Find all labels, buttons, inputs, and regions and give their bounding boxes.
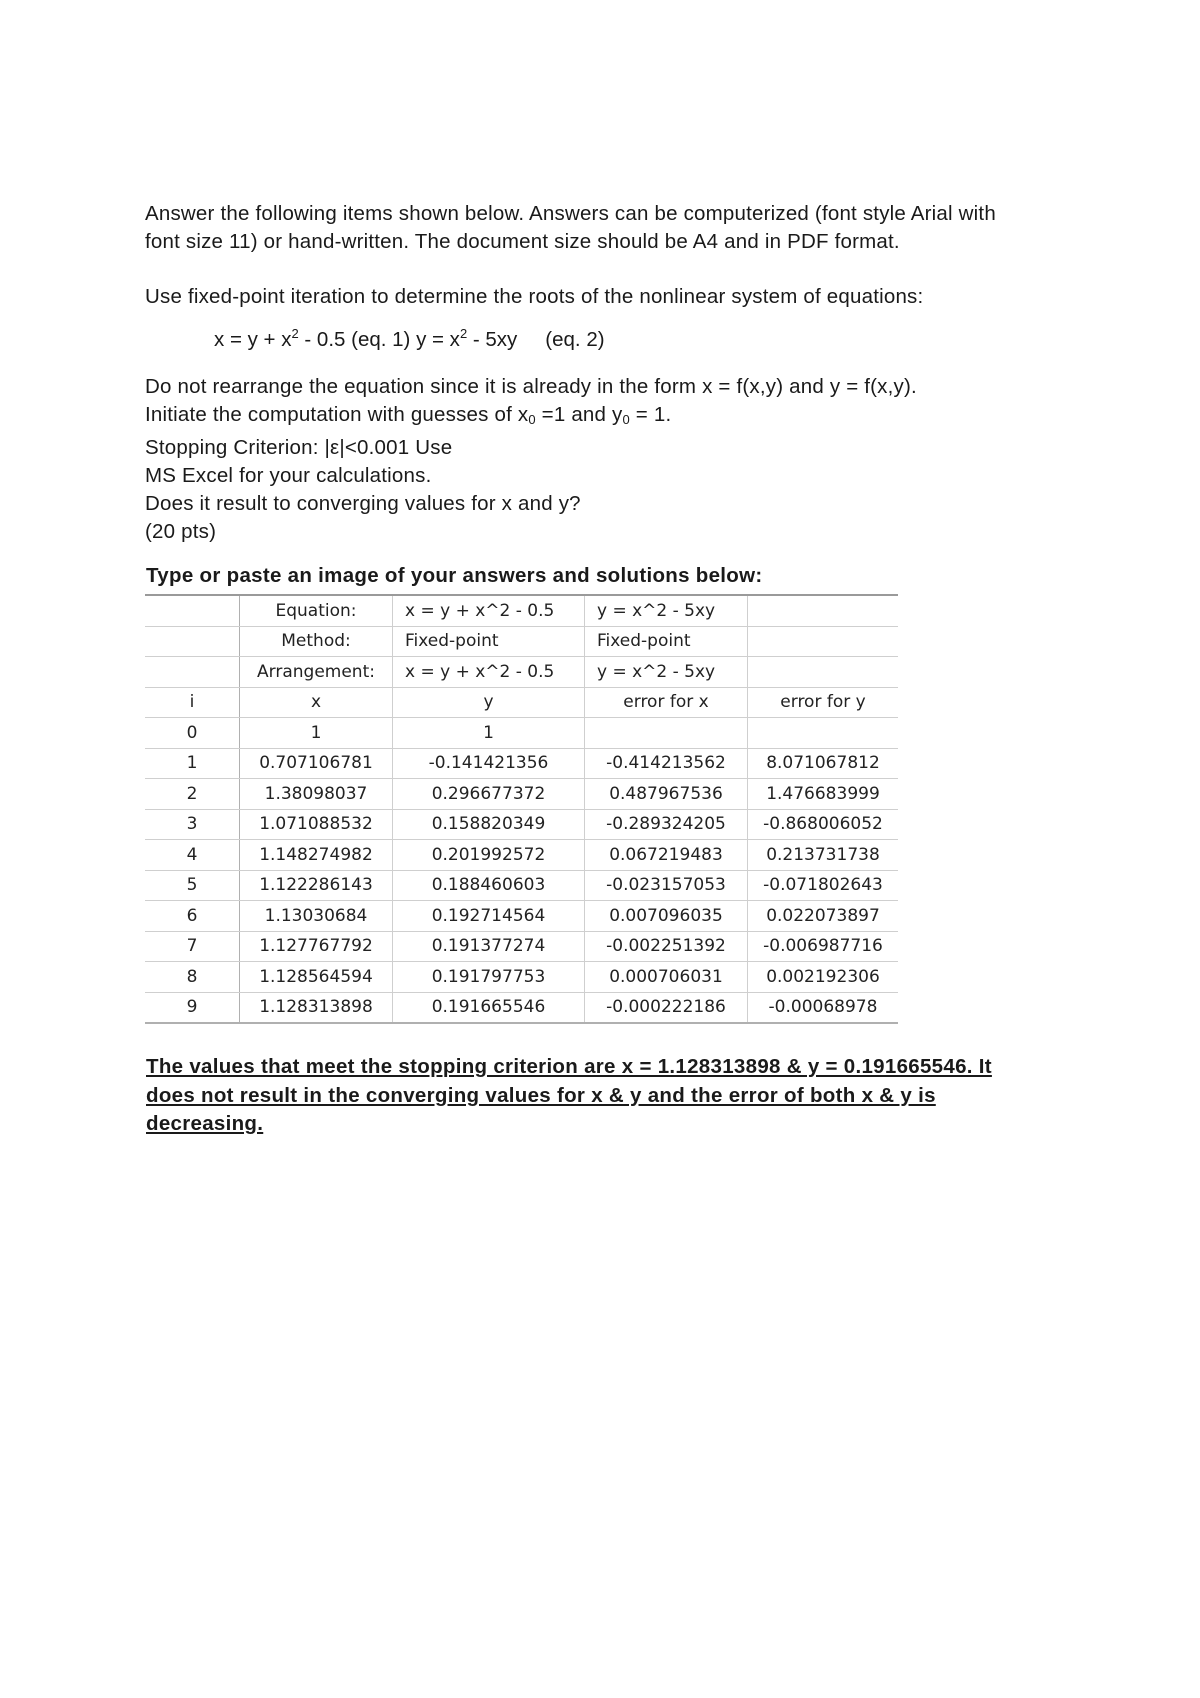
table-cell: 0.213731738 [748, 840, 899, 871]
table-row [145, 840, 898, 871]
table-cell: 1.071088532 [240, 809, 393, 840]
table-cell: -0.002251392 [585, 931, 748, 962]
table-row [145, 809, 898, 840]
table-cell: 0.191665546 [393, 992, 585, 1023]
table-cell: 0.067219483 [585, 840, 748, 871]
table-cell: 9 [145, 992, 240, 1023]
eq1-part-a: x = y + x [214, 328, 292, 351]
task-statement: Use fixed-point iteration to determine the roots of the nonlinear system of equations: [145, 285, 924, 308]
table-cell: -0.006987716 [748, 931, 899, 962]
guess-text-b: =1 and y [535, 403, 623, 426]
table-cell: 1.122286143 [240, 870, 393, 901]
table-cell: 8 [145, 962, 240, 993]
table-cell: 0.707106781 [240, 748, 393, 779]
table-cell: Method: [240, 626, 393, 657]
eq2-label: (eq. 2) [545, 328, 605, 351]
results-table-body [145, 595, 898, 1023]
table-cell: x = y + x^2 - 0.5 [393, 657, 585, 688]
table-row [145, 748, 898, 779]
table-cell: 8.071067812 [748, 748, 899, 779]
table-cell: Fixed-point [585, 626, 748, 657]
table-cell: 0.296677372 [393, 779, 585, 810]
table-cell: 1.38098037 [240, 779, 393, 810]
table-cell: 0.188460603 [393, 870, 585, 901]
table-cell [145, 595, 240, 626]
table-cell: Fixed-point [393, 626, 585, 657]
table-cell: i [145, 687, 240, 718]
table-row [145, 931, 898, 962]
guess-text-a: Initiate the computation with guesses of x [145, 403, 529, 426]
intro-line-1: Answer the following items shown below. Answers can be computerized (font style Arial with [145, 202, 996, 225]
table-cell: 1 [393, 718, 585, 749]
table-row [145, 718, 898, 749]
instruction-line-6: (20 pts) [145, 520, 217, 543]
table-cell [145, 657, 240, 688]
table-cell: -0.000222186 [585, 992, 748, 1023]
table-cell: y [393, 687, 585, 718]
table-cell [145, 626, 240, 657]
table-cell: 0.191377274 [393, 931, 585, 962]
table-meta-row [145, 626, 898, 657]
table-meta-row [145, 657, 898, 688]
table-cell: 0.192714564 [393, 901, 585, 932]
intro-line-2: font size 11) or hand-written. The document size should be A4 and in PDF format. [145, 230, 900, 253]
results-table [145, 594, 898, 1024]
table-cell [585, 718, 748, 749]
table-cell: 6 [145, 901, 240, 932]
table-header-row [145, 687, 898, 718]
table-cell: 0.000706031 [585, 962, 748, 993]
table-cell: -0.141421356 [393, 748, 585, 779]
table-cell: 0.191797753 [393, 962, 585, 993]
instruction-line-2 [145, 401, 1085, 434]
table-cell: y = x^2 - 5xy [585, 595, 748, 626]
table-cell: error for x [585, 687, 748, 718]
instruction-line-3: Stopping Criterion: |ε|<0.001 Use [145, 436, 453, 459]
instructions-intro [145, 200, 1085, 256]
table-cell: 1.148274982 [240, 840, 393, 871]
table-cell: 1.13030684 [240, 901, 393, 932]
table-cell: 3 [145, 809, 240, 840]
guess-text-c: = 1. [629, 403, 672, 426]
table-row [145, 992, 898, 1023]
table-cell: y = x^2 - 5xy [585, 657, 748, 688]
table-cell: -0.289324205 [585, 809, 748, 840]
equations-line [214, 328, 605, 352]
table-cell: -0.071802643 [748, 870, 899, 901]
table-cell: 1 [145, 748, 240, 779]
x-subscript: 0 [528, 412, 536, 427]
table-cell: 0.158820349 [393, 809, 585, 840]
table-cell: 0 [145, 718, 240, 749]
table-cell: 4 [145, 840, 240, 871]
table-cell: error for y [748, 687, 899, 718]
table-cell [748, 626, 899, 657]
table-cell: 1.127767792 [240, 931, 393, 962]
table-cell: Arrangement: [240, 657, 393, 688]
table-cell: -0.023157053 [585, 870, 748, 901]
instruction-line-1: Do not rearrange the equation since it is already in the form x = f(x,y) and y = f(x,y). [145, 375, 917, 398]
table-cell: 1.476683999 [748, 779, 899, 810]
table-cell: 1.128313898 [240, 992, 393, 1023]
instructions-block [145, 373, 1085, 546]
table-cell: 2 [145, 779, 240, 810]
table-cell: x [240, 687, 393, 718]
table-cell: x = y + x^2 - 0.5 [393, 595, 585, 626]
table-cell [748, 718, 899, 749]
eq2-part-b: - 5xy [467, 328, 518, 351]
table-cell: 0.022073897 [748, 901, 899, 932]
table-cell: 0.201992572 [393, 840, 585, 871]
table-cell: -0.00068978 [748, 992, 899, 1023]
y-subscript: 0 [622, 412, 630, 427]
instruction-line-4: MS Excel for your calculations. [145, 464, 432, 487]
table-row [145, 870, 898, 901]
table-cell: 0.002192306 [748, 962, 899, 993]
table-cell: 1.128564594 [240, 962, 393, 993]
table-cell: 5 [145, 870, 240, 901]
table-row [145, 901, 898, 932]
table-cell: -0.868006052 [748, 809, 899, 840]
table-row [145, 779, 898, 810]
instruction-line-5: Does it result to converging values for x and y? [145, 492, 581, 515]
table-row [145, 962, 898, 993]
table-cell: 0.487967536 [585, 779, 748, 810]
conclusion-text: The values that meet the stopping criterion are x = 1.128313898 & y = 0.191665546. It does not result in the converging values for x & y and the error of both x & y is decreasing. [146, 1055, 992, 1135]
table-cell: 1 [240, 718, 393, 749]
table-cell: -0.414213562 [585, 748, 748, 779]
eq2-exponent: 2 [459, 326, 468, 341]
table-cell: Equation: [240, 595, 393, 626]
table-meta-row [145, 595, 898, 626]
eq1-exponent: 2 [291, 326, 299, 341]
table-cell: 0.007096035 [585, 901, 748, 932]
answers-heading: Type or paste an image of your answers and solutions below: [146, 564, 763, 587]
table-cell: 7 [145, 931, 240, 962]
table-cell [748, 595, 899, 626]
table-cell [748, 657, 899, 688]
eq1-part-b: - 0.5 (eq. 1) y = x [298, 328, 460, 351]
